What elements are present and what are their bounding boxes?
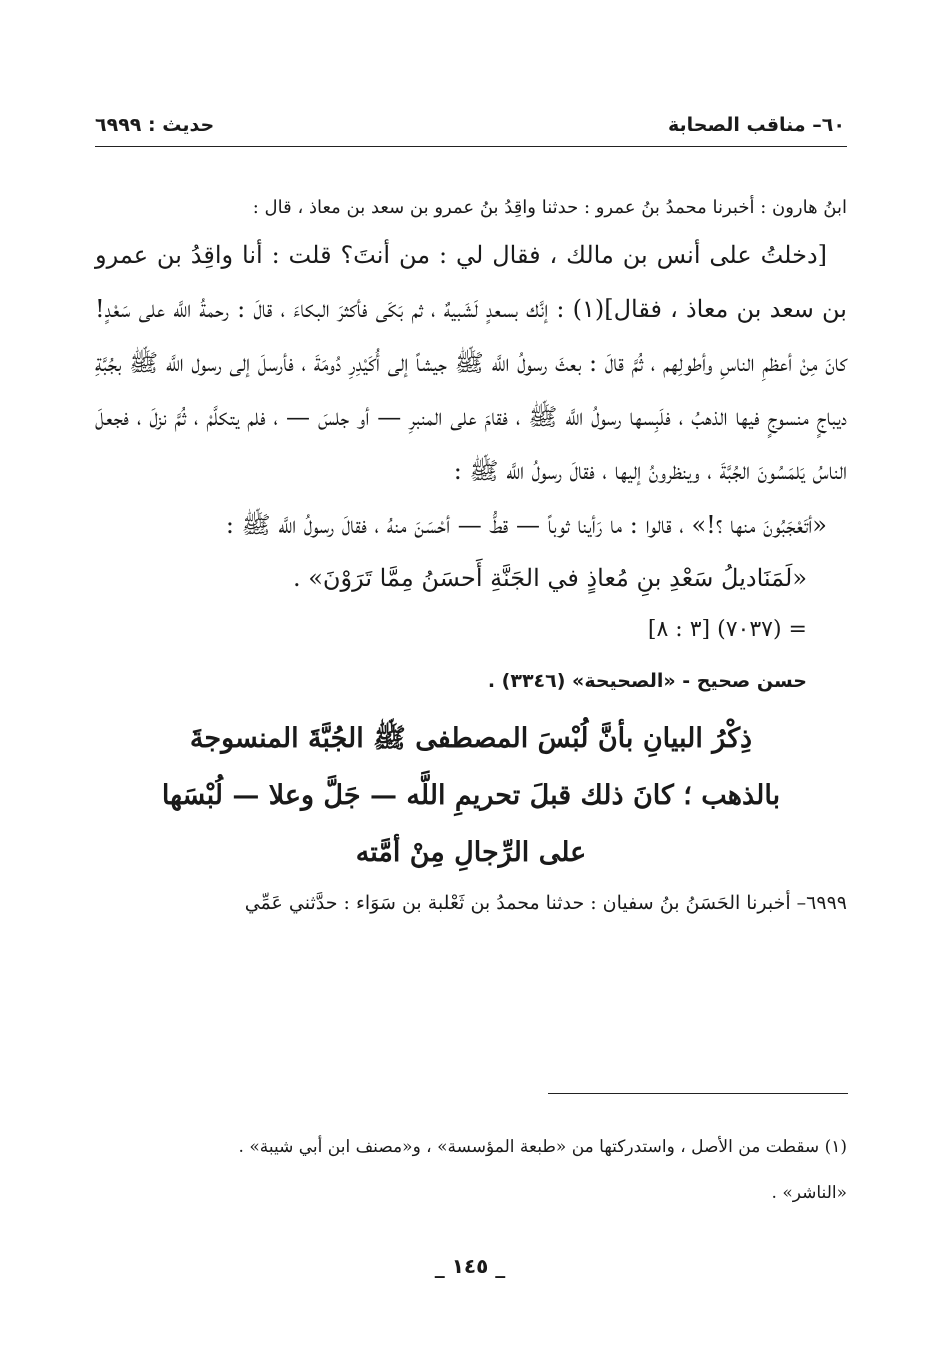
hadith-narration: [دخلتُ على أنس بن مالك ، فقال لي : من أنتَ؟ قلت : أنا واقِدُ بن عمرو بن سعد بن معاذ ، فقال](١) : إنَّك بسعدٍ لَشَبيهٌ ، ثم بَكَى فأكثرَ البكاءَ ، قالَ : رحمةُ اللَّه على سَعْدٍ! كانَ مِنْ أعظمِ الناسِ وأطولِهم ، ثُمَّ قالَ : بعثَ رسولُ اللَّه ﷺ جيشاً إلى أُكَيْدِرِ دُومَةَ ، فأرسلَ إلى رسول اللَّه ﷺ بجُبَّةِ ديباجٍ منسوجٍ فيها الذهبُ ، فلَبِسها رسولُ اللَّه ﷺ ، فقامَ على المنبرِ — أو جلسَ — ، فلم يتكلَّمْ ، ثُمَّ نزلَ ، فجعلَ الناسُ يَلمَسُونَ الجُبَّةَ ، وينظرونُ إليها ، فقالَ رسولُ اللَّه ﷺ :: [95, 241, 847, 485]
next-hadith-start: ٦٩٩٩– أخبرنا الحَسَنُ بنُ سفيان : حدثنا محمدُ بن ثَعْلبة بن سَوَاء : حدَّثني عَمِّي: [244, 892, 847, 914]
footnote: [95, 1124, 847, 1216]
hadith-grade: حسن صحيح - «الصحيحة» (٣٣٤٦) .: [487, 670, 807, 692]
main-text: [95, 188, 847, 925]
running-header: [95, 108, 845, 142]
chapter-heading-line: على الرِّجالِ مِنْ أمَّته: [355, 837, 587, 868]
header-divider: [95, 146, 847, 147]
footnote-line: «الناشر» .: [771, 1183, 847, 1203]
cross-reference: = (٧٠٣٧) [٣ : ٨]: [647, 617, 807, 642]
header-chapter-title: ٦٠– مناقب الصحابة: [668, 114, 845, 136]
chapter-heading-line: بالذهب ؛ كانَ ذلك قبلَ تحريمِ اللَّه — جَلَّ وعلا — لُبْسَها: [161, 780, 781, 811]
hadith-narration-continued: «أتَعْجَبُونَ منها ؟!» ، قالوا : ما رَأينا ثوباً — قطُّ — أحْسَنَ منهُ ، فقالَ رسولُ اللَّه ﷺ :: [225, 511, 827, 539]
prophetic-quote: «لَمَنَاديلُ سَعْدِ بنِ مُعاذٍ في الجَنَّةِ أَحسَنُ مِمَّا تَرَوْنَ» .: [292, 564, 807, 592]
footnote-line: (١) سقطت من الأصل ، واستدركتها من «طبعة المؤسسة» ، و«مصنف ابن أبي شيبة» .: [238, 1137, 847, 1157]
chapter-heading: [95, 710, 847, 881]
isnad-line: ابنُ هارون : أخبرنا محمدُ بنُ عمرو : حدثنا واقِدُ بنُ عمرو بن سعد بن معاذ ، قال :: [252, 197, 847, 218]
chapter-heading-line: ذِكْرُ البيانِ بأنَّ لُبْسَ المصطفى ﷺ الجُبَّةَ المنسوجةَ: [189, 723, 753, 754]
header-hadith-label: حديث : ٦٩٩٩: [95, 114, 215, 136]
footnote-divider: [548, 1093, 848, 1094]
page-number: _ ١٤٥ _: [434, 1254, 506, 1278]
